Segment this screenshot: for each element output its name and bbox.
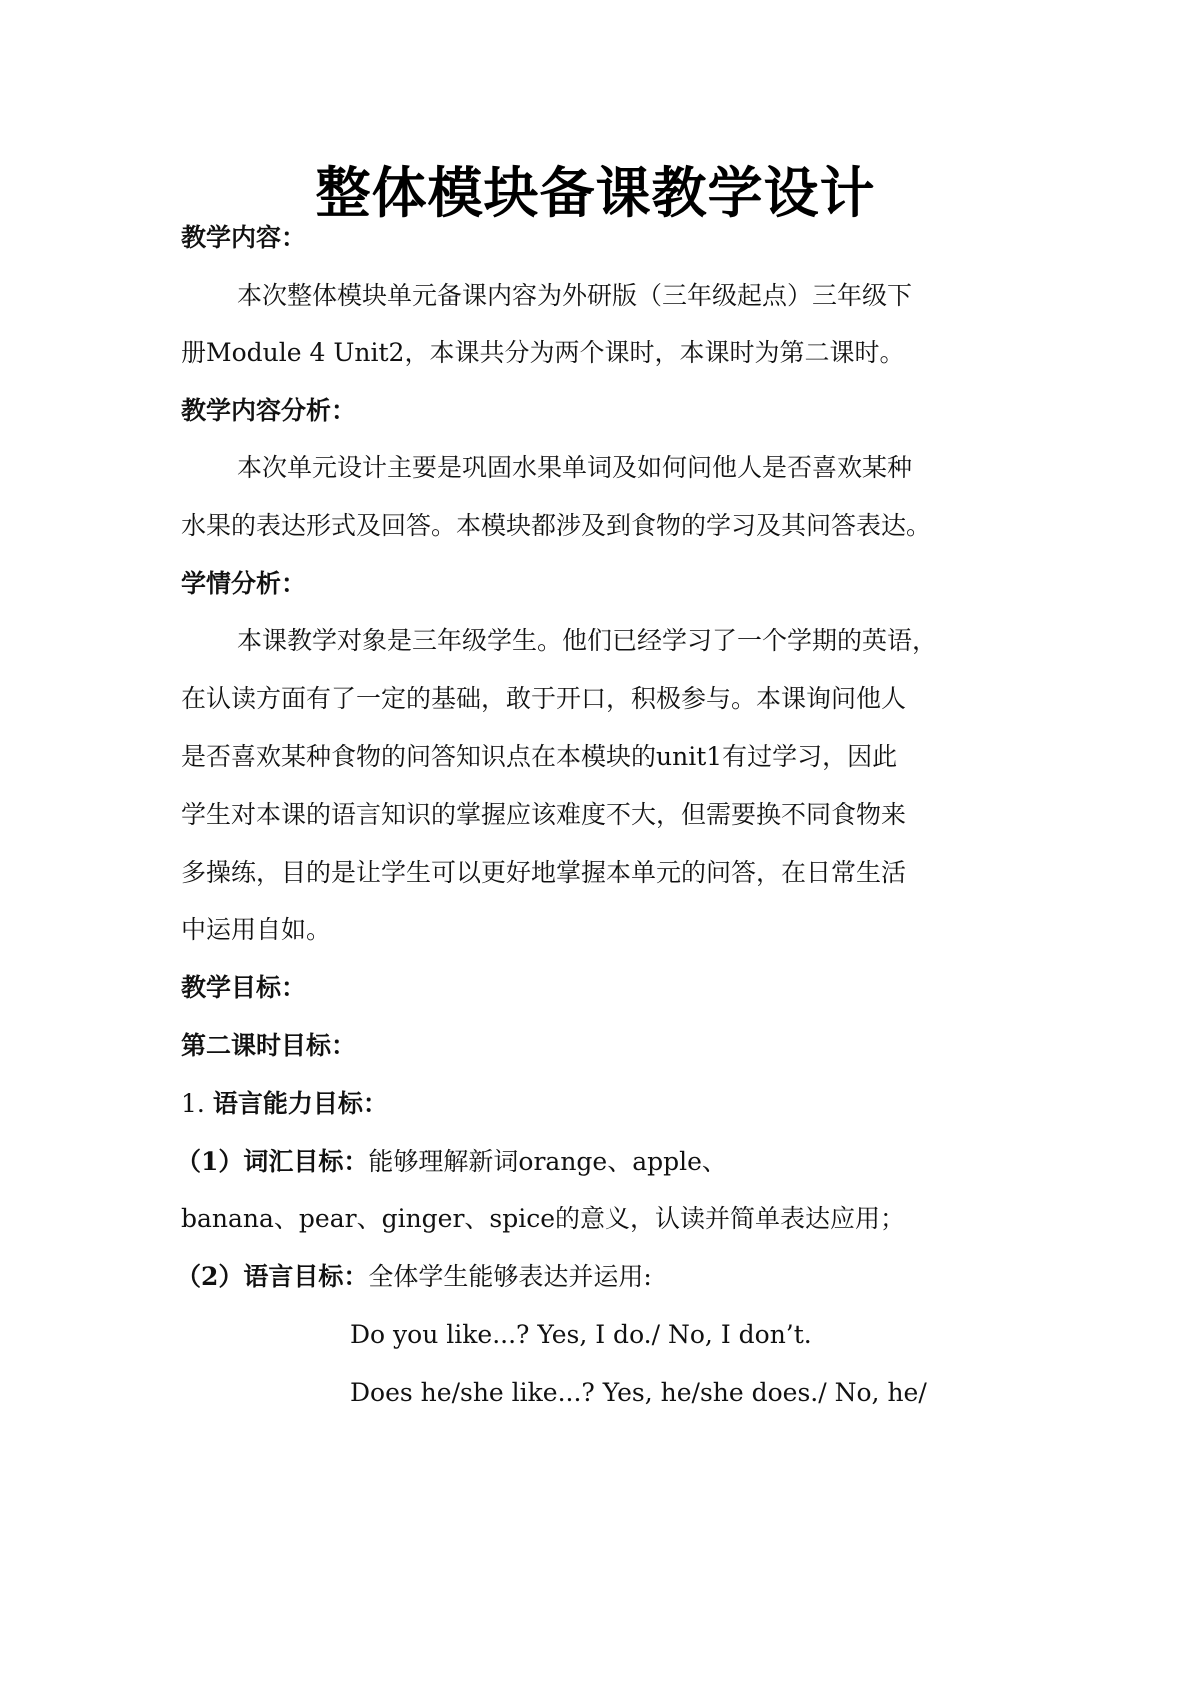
paragraph-line: 本次整体模块单元备课内容为外研版（三年级起点）三年级下 xyxy=(237,281,913,310)
vocab-goal-label: （1）词汇目标： xyxy=(176,1147,369,1176)
target-sentence-1: Do you like...? Yes, I do./ No, I don’t. xyxy=(350,1320,812,1349)
heading-student-analysis: 学情分析： xyxy=(181,569,307,598)
target-sentence-2: Does he/she like...? Yes, he/she does./ No, he/ xyxy=(350,1378,927,1407)
language-goal-label: （2）语言目标： xyxy=(176,1262,369,1291)
heading-content-analysis: 教学内容分析： xyxy=(181,396,357,425)
paragraph-line: 多操练，目的是让学生可以更好地掌握本单元的问答，在日常生活 xyxy=(181,858,907,887)
language-goal-line xyxy=(176,1259,652,1295)
paragraph-line: 学生对本课的语言知识的掌握应该难度不大，但需要换不同食物来 xyxy=(181,800,907,829)
document-title: 整体模块备课教学设计 xyxy=(315,160,876,225)
paragraph-line: 本课教学对象是三年级学生。他们已经学习了一个学期的英语， xyxy=(237,626,938,655)
language-goal-text: 全体学生能够表达并运用: xyxy=(368,1262,652,1291)
paragraph-line: 水果的表达形式及回答。本模块都涉及到食物的学习及其问答表达。 xyxy=(181,511,932,540)
paragraph-line: 本次单元设计主要是巩固水果单词及如何问他人是否喜欢某种 xyxy=(237,453,913,482)
vocab-goal-line-2: banana、pear、ginger、spice的意义，认读并简单表达应用； xyxy=(181,1204,906,1233)
heading-teaching-content: 教学内容： xyxy=(181,223,307,252)
paragraph-line: 册Module 4 Unit2，本课共分为两个课时，本课时为第二课时。 xyxy=(181,338,905,367)
heading-teaching-goals: 教学目标： xyxy=(181,973,307,1002)
goal-item-label: 语言能力目标： xyxy=(212,1089,388,1118)
vocab-goal-line xyxy=(176,1144,727,1180)
paragraph-line: 是否喜欢某种食物的问答知识点在本模块的unit1有过学习，因此 xyxy=(181,742,898,771)
paragraph-line: 中运用自如。 xyxy=(181,915,332,944)
heading-lesson-two-goals: 第二课时目标： xyxy=(181,1031,357,1060)
goal-item-number: 1. xyxy=(181,1089,213,1118)
goal-item-1 xyxy=(181,1086,388,1122)
vocab-goal-text: 能够理解新词orange、apple、 xyxy=(368,1147,727,1176)
paragraph-line: 在认读方面有了一定的基础，敢于开口，积极参与。本课询问他人 xyxy=(181,684,907,713)
